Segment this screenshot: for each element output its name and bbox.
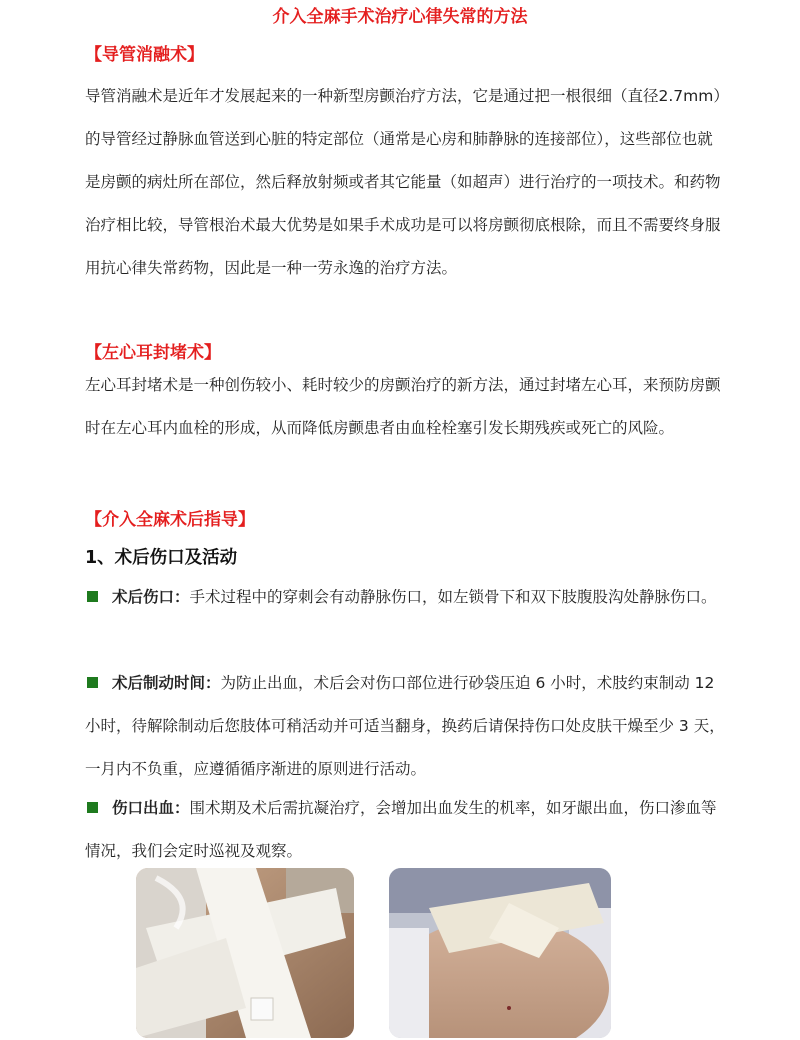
green-square-icon — [87, 591, 98, 602]
bullet-text: 手术过程中的穿刺会有动静脉伤口，如左锁骨下和双下肢腹股沟处静脉伤口。 — [189, 588, 717, 606]
bullet-label: 术后伤口： — [112, 588, 190, 606]
section-heading-occlusion: 【左心耳封堵术】 — [85, 343, 221, 363]
bullet-item-bleeding — [85, 787, 725, 873]
section-heading-guidance: 【介入全麻术后指导】 — [85, 510, 255, 530]
bullet-label: 术后制动时间： — [112, 674, 221, 692]
bullet-item-wound — [85, 576, 725, 619]
paragraph-ablation: 导管消融术是近年才发展起来的一种新型房颤治疗方法，它是通过把一根很细（直径2.7mm）的导管经过静脉血管送到心脏的特定部位（通常是心房和肺静脉的连接部位），这些部位也就是房颤的病灶所在部位，然后释放射频或者其它能量（如超声）进行治疗的一项技术。和药物治疗相比较，导管根治术最大优势是如果手术成功是可以将房颤彻底根除，而且不需要终身服用抗心律失常药物，因此是一种一劳永逸的治疗方法。 — [85, 87, 722, 277]
section-heading-ablation: 【导管消融术】 — [85, 45, 204, 65]
bullet-text: 为防止出血，术后会对伤口部位进行砂袋压迫 6 小时，术肢约束制动 12 小时，待解除制动后您肢体可稍活动并可适当翻身，换药后请保持伤口处皮肤干燥至少 3 天，一月内不负重，应遵循循序渐进的原则进行活动。 — [85, 674, 725, 778]
bullet-item-immobilization — [85, 662, 725, 791]
paragraph-occlusion: 左心耳封堵术是一种创伤较小、耗时较少的房颤治疗的新方法，通过封堵左心耳，来预防房颤时在左心耳内血栓的形成，从而降低房颤患者由血栓栓塞引发长期残疾或死亡的风险。 — [85, 376, 721, 437]
wound-bandage-photo-thigh — [389, 868, 611, 1038]
bullet-text: 围术期及术后需抗凝治疗，会增加出血发生的机率，如牙龈出血，伤口渗血等情况，我们会定时巡视及观察。 — [85, 799, 717, 860]
green-square-icon — [87, 802, 98, 813]
subheading-wound-activity: 1、术后伤口及活动 — [85, 548, 238, 568]
green-square-icon — [87, 677, 98, 688]
bullet-label: 伤口出血： — [112, 799, 190, 817]
page-title: 介入全麻手术治疗心律失常的方法 — [272, 7, 528, 27]
wound-bandage-photo-chest — [136, 868, 354, 1038]
